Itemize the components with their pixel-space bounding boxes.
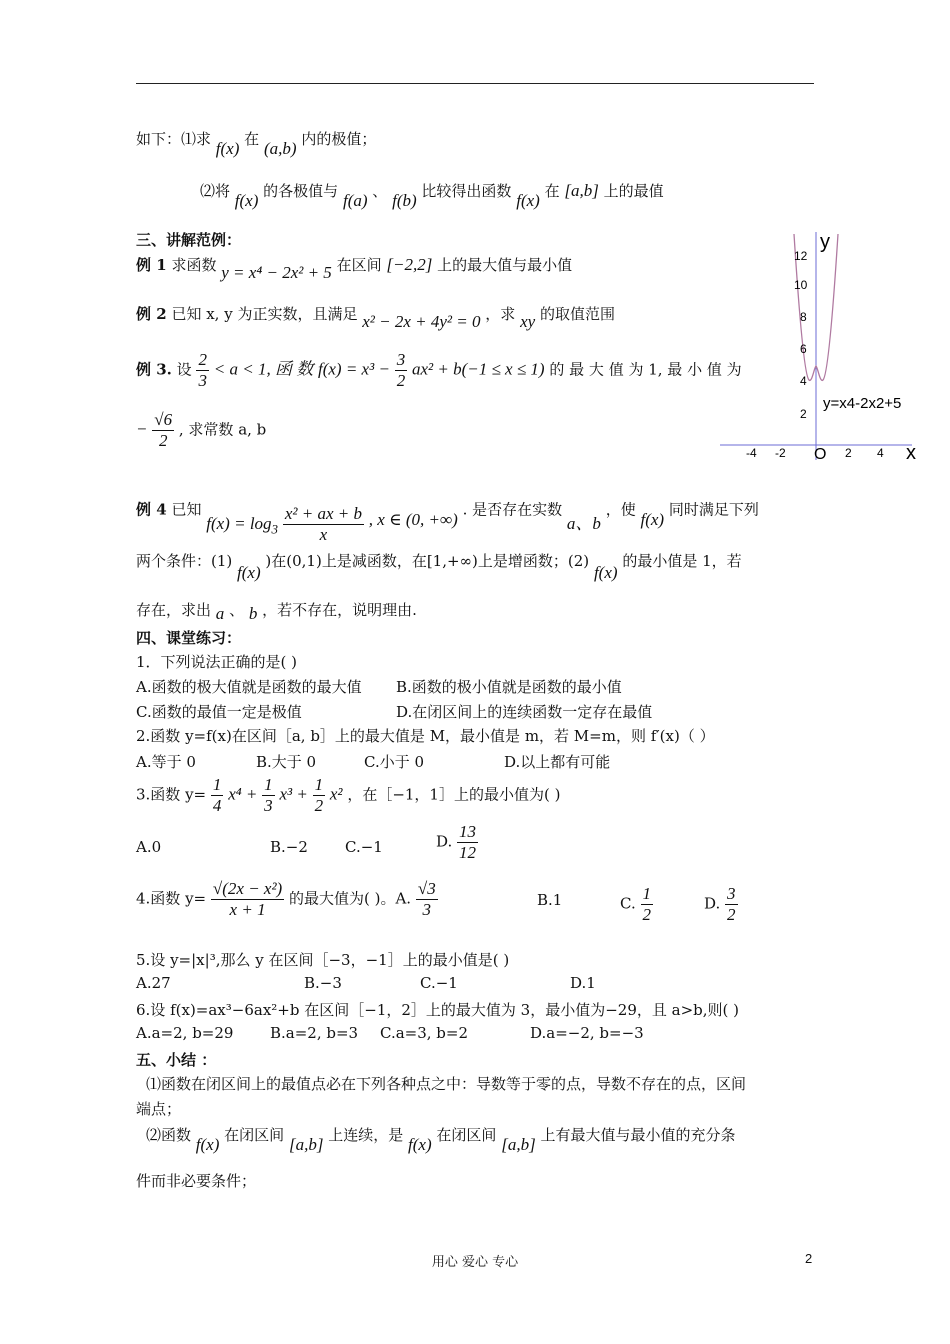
formula-fa: f(a) — [342, 191, 368, 210]
formula-fx: f(x) — [234, 191, 259, 210]
intro-text: 在 — [544, 182, 560, 200]
intro-text: 内的极值； — [301, 130, 377, 148]
formula: x³ + — [279, 784, 308, 804]
intro-text: 在 — [244, 130, 260, 148]
fraction: $\frac{\text{x² + ax + b}}{x}$ — [284, 504, 362, 544]
fraction: $\frac{√3}{3}$ — [417, 879, 436, 919]
minus-sign: − — [136, 419, 148, 439]
example-text: , 求常数 a, b — [178, 420, 267, 439]
formula: f(x) = x³ − — [317, 359, 390, 379]
q3-option-d — [436, 822, 478, 863]
origin-label: O — [814, 446, 827, 460]
y-label: y — [820, 231, 830, 253]
q1-option-a: A.函数的极大值就是函数的最大值 — [136, 678, 362, 696]
header-rule — [136, 83, 814, 84]
option-label: D. — [436, 832, 453, 851]
x-tick: -4 — [746, 446, 757, 460]
option-label: C. — [620, 894, 636, 913]
q5-option-d: D.1 — [570, 974, 596, 992]
y-tick: 4 — [800, 374, 807, 388]
summary-text: 上有最大值与最小值的充分条 — [540, 1126, 736, 1144]
formula-a: a — [215, 604, 225, 623]
q5-option-a: A.27 — [136, 974, 171, 992]
formula-interval: [a,b] — [501, 1135, 536, 1154]
example-3-line-2 — [136, 410, 266, 451]
fraction: $\frac{√6}{2}$ — [154, 410, 173, 450]
example-4 — [136, 490, 759, 544]
formula-fx: f(x) — [195, 1135, 220, 1154]
summary-2 — [146, 1124, 736, 1154]
intro-text: 比较得出函数 — [421, 182, 512, 200]
y-tick: 10 — [794, 278, 808, 292]
example-text: 同时满足下列 — [668, 500, 759, 519]
example-text: 在区间 — [336, 256, 382, 274]
formula-b: b — [248, 604, 258, 623]
fraction: $\frac{1}{2}$ — [642, 884, 651, 924]
q6-option-c: C.a=3, b=2 — [380, 1024, 469, 1042]
formula: x² — [329, 784, 343, 804]
q5-option-b: B.−3 — [304, 974, 342, 992]
question-3 — [136, 775, 560, 816]
example-3 — [136, 350, 742, 391]
example-text: ，若不存在，说明理由. — [262, 601, 417, 619]
example-text: 、 — [229, 601, 245, 619]
fraction: $\frac{13}{12}$ — [459, 822, 477, 862]
q3-option-a: A.0 — [136, 838, 162, 856]
intro-text: 的各极值与 — [263, 182, 339, 200]
intro-text: 如下：⑴求 — [136, 130, 212, 148]
q4-option-b: B.1 — [537, 891, 563, 909]
q2-option-d: D.以上都有可能 — [504, 753, 611, 771]
fraction: $\frac{1}{3}$ — [264, 775, 273, 815]
summary-text: 在闭区间 — [436, 1126, 497, 1144]
example-text: . 是否存在实数 — [462, 500, 563, 519]
question-5: 5.设 y=|x|³,那么 y 在区间［−3，−1］上的最小值是( ) — [136, 951, 510, 969]
formula-interval: [−2,2] — [386, 255, 433, 274]
fraction: $\frac{3}{2}$ — [396, 350, 406, 390]
example-text: 的取值范围 — [539, 305, 615, 323]
x-label: x — [906, 442, 916, 460]
intro-text: 上的最值 — [603, 182, 664, 200]
formula: x⁴ + — [228, 784, 258, 804]
example-label: 例 3. — [136, 360, 172, 379]
summary-1-line-1: ⑴函数在闭区间上的最值点必在下列各种点之中：导数等于零的点，导数不存在的点，区间 — [146, 1075, 747, 1093]
example-text: 已知 x, y 为正实数，且满足 — [171, 305, 358, 323]
example-1 — [136, 254, 573, 282]
question-4 — [136, 879, 438, 920]
intro-line-2 — [200, 180, 664, 210]
example-text: < a < 1, 函 数 — [213, 359, 314, 379]
question-2: 2.函数 y=f(x)在区间［a, b］上的最大值是 M，最小值是 m，若 M=m，则 f′(x)（ ） — [136, 727, 715, 745]
q3-option-b: B.−2 — [270, 838, 308, 856]
q2-option-c: C.小于 0 — [364, 753, 425, 771]
question-6: 6.设 f(x)=ax³−6ax²+b 在区间［−1，2］上的最大值为 3，最小值为−29，且 a>b,则( ) — [136, 1001, 739, 1019]
q5-option-c: C.−1 — [420, 974, 458, 992]
summary-2-line-2: 件而非必要条件； — [136, 1172, 257, 1190]
footer-text: 用心 爱心 专心 — [431, 1255, 519, 1270]
q6-option-b: B.a=2, b=3 — [270, 1024, 359, 1042]
example-text: 的 最 大 值 为 1, 最 小 值 为 — [549, 360, 742, 379]
formula: ax² + b(−1 ≤ x ≤ 1) — [411, 359, 545, 379]
function-graph — [716, 228, 916, 460]
fraction: $\frac{\text{√(2x − x²)}}{x + 1}$ — [212, 879, 283, 919]
summary-text: ⑵函数 — [146, 1126, 192, 1144]
page-number: 2 — [805, 1251, 813, 1266]
section-3-title: 三、讲解范例： — [136, 231, 242, 249]
formula-fx: f(x) — [640, 509, 665, 529]
formula-ab: a、b — [566, 513, 601, 533]
x-tick: -2 — [775, 446, 786, 460]
y-tick: 6 — [800, 342, 807, 356]
formula-fx: f(x) — [593, 563, 618, 582]
q3-option-c: C.−1 — [345, 838, 383, 856]
curve-label: y=x4-2x2+5 — [823, 395, 902, 412]
example-label: 例 2 — [136, 305, 167, 323]
y-tick: 8 — [800, 310, 807, 324]
example-text: 已知 — [171, 500, 202, 519]
formula: $f(x) = \log_3$ — [206, 513, 279, 536]
x-tick: 2 — [845, 446, 852, 460]
question-text: ，在［−1，1］上的最小值为( ) — [347, 785, 561, 804]
q4-option-d — [704, 884, 738, 925]
example-label: 例 4 — [136, 500, 167, 519]
example-text: 设 — [176, 360, 192, 379]
fraction: $\frac{2}{3}$ — [198, 350, 207, 390]
formula-interval: (a,b) — [263, 139, 297, 158]
formula-fx: f(x) — [215, 139, 240, 158]
section-5-title: 五、小结 ： — [136, 1051, 217, 1069]
example-text: 存在，求出 — [136, 601, 212, 619]
formula-fx: f(x) — [237, 563, 261, 582]
y-tick: 12 — [794, 249, 808, 263]
example-text: 两个条件：(1) — [136, 552, 233, 570]
fraction: $\frac{3}{2}$ — [727, 884, 736, 924]
example-text: 上的最大值与最小值 — [437, 256, 573, 274]
section-4-title: 四、课堂练习： — [136, 629, 242, 647]
example-text: )在(0,1)上是减函数，在[1,+∞)上是增函数；(2) — [265, 552, 590, 570]
formula-fx: f(x) — [516, 191, 540, 210]
question-1: 1．下列说法正确的是( ) — [136, 653, 298, 671]
q1-option-b: B.函数的极小值就是函数的最小值 — [396, 678, 622, 696]
option-label: D. — [704, 894, 721, 913]
question-text: 的最大值为( )。A. — [289, 889, 412, 908]
q1-option-d: D.在闭区间上的连续函数一定存在最值 — [396, 703, 653, 721]
fraction: $\frac{1}{2}$ — [314, 775, 324, 815]
example-label: 例 1 — [136, 256, 167, 274]
formula-fx: f(x) — [408, 1135, 432, 1154]
y-tick: 2 — [800, 407, 807, 421]
summary-text: 上连续，是 — [328, 1126, 404, 1144]
intro-line-1 — [136, 128, 377, 158]
q1-option-c: C.函数的最值一定是极值 — [136, 703, 302, 721]
formula-xy: xy — [520, 312, 536, 331]
example-text: 求函数 — [171, 256, 217, 274]
q2-option-b: B.大于 0 — [256, 753, 317, 771]
summary-1-line-2: 端点； — [136, 1100, 182, 1118]
question-text: 3.函数 y= — [136, 785, 207, 804]
example-text: ，求 — [485, 305, 516, 323]
formula: y = x⁴ − 2x² + 5 — [221, 263, 332, 282]
intro-text: ⑵将 — [200, 182, 231, 200]
example-text: 的最小值是 1，若 — [622, 552, 742, 570]
formula-fb: f(b) — [392, 191, 417, 210]
formula-interval: [a,b] — [288, 1135, 324, 1154]
example-text: ，使 — [605, 500, 636, 519]
example-2 — [136, 303, 615, 331]
fraction: $\frac{1}{4}$ — [212, 775, 222, 815]
q6-option-d: D.a=−2, b=−3 — [530, 1024, 644, 1042]
formula-interval: [a,b] — [564, 181, 599, 200]
example-4-line-3 — [136, 599, 417, 623]
formula-domain: , x ∈ (0, +∞) — [368, 509, 458, 529]
q2-option-a: A.等于 0 — [136, 753, 196, 771]
summary-text: 在闭区间 — [224, 1126, 285, 1144]
example-4-line-2 — [136, 550, 742, 582]
formula: x² − 2x + 4y² = 0 — [362, 312, 481, 331]
q4-option-c — [620, 884, 653, 925]
x-tick: 4 — [877, 446, 884, 460]
intro-text: 、 — [372, 182, 388, 200]
question-text: 4.函数 y= — [136, 889, 207, 908]
q6-option-a: A.a=2, b=29 — [136, 1024, 234, 1042]
